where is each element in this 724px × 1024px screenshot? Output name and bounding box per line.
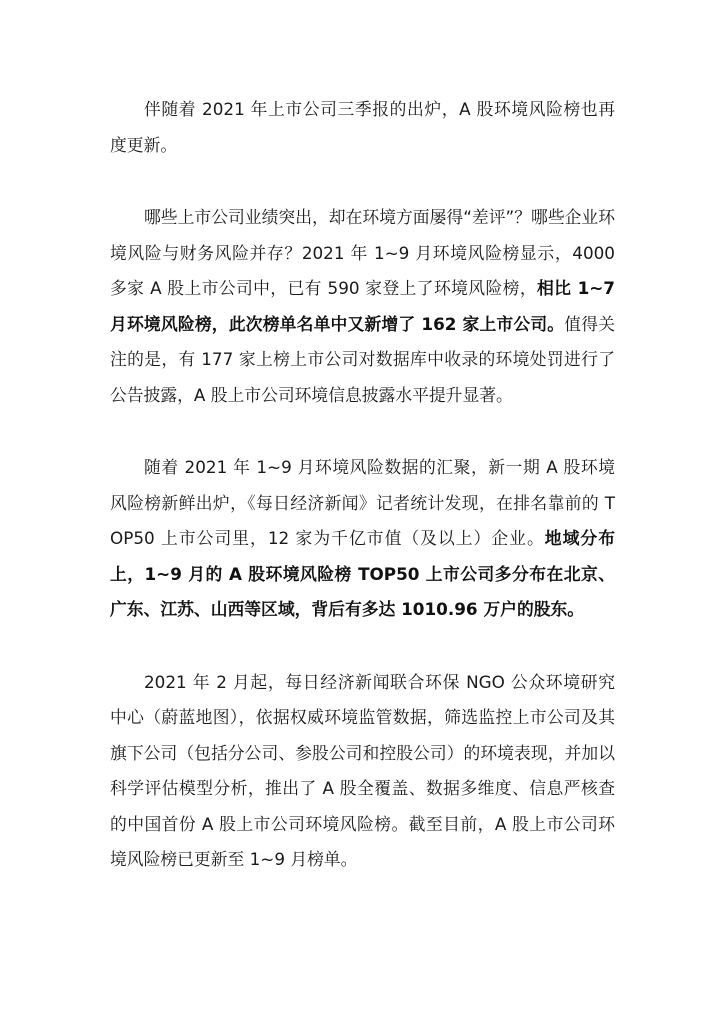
paragraph-2-text-b: 值得关注的是，有 177 家上榜上市公司对数据库中收录的环境处罚进行了公告披露，A 股上市公司环境信息披露水平提升显著。	[110, 313, 615, 405]
paragraph-3-text: 随着 2021 年 1~9 月环境风险数据的汇聚，新一期 A 股环境风险榜新鲜出炉，《每日经济新闻》记者统计发现，在排名靠前的 TOP50 上市公司里，12 家为千亿市值（及以上）企业。	[110, 457, 615, 548]
paragraph-1	[110, 92, 615, 163]
paragraph-3-highlight: 地域分布上，1~9 月的 A 股环境风险榜 TOP50 上市公司多分布在北京、广东、江苏、山西等区域，背后有多达 1010.96 万户的股东。	[110, 528, 615, 619]
paragraph-2-highlight: 相比 1~7 月环境风险榜，此次榜单名单中又新增了 162 家上市公司。	[110, 278, 615, 334]
paragraph-4	[110, 665, 615, 878]
paragraph-1-text: 伴随着 2021 年上市公司三季报的出炉，A 股环境风险榜也再度更新。	[110, 99, 615, 155]
article-body	[110, 92, 615, 915]
paragraph-2	[110, 200, 615, 413]
paragraph-3	[110, 450, 615, 628]
paragraph-2-text-a: 哪些上市公司业绩突出，却在环境方面屡得“差评”？哪些企业环境风险与财务风险并存？2021 年 1~9 月环境风险榜显示，4000 多家 A 股上市公司中，已有 590 家登上了环境风险榜，	[110, 207, 615, 298]
paragraph-4-text: 2021 年 2 月起，每日经济新闻联合环保 NGO 公众环境研究中心（蔚蓝地图），依据权威环境监管数据，筛选监控上市公司及其旗下公司（包括分公司、参股公司和控股公司）的环境表现，并加以科学评估模型分析，推出了 A 股全覆盖、数据多维度、信息严核查的中国首份 A 股上市公司环境风险榜。截至目前，A 股上市公司环境风险榜已更新至 1~9 月榜单。	[110, 671, 615, 869]
